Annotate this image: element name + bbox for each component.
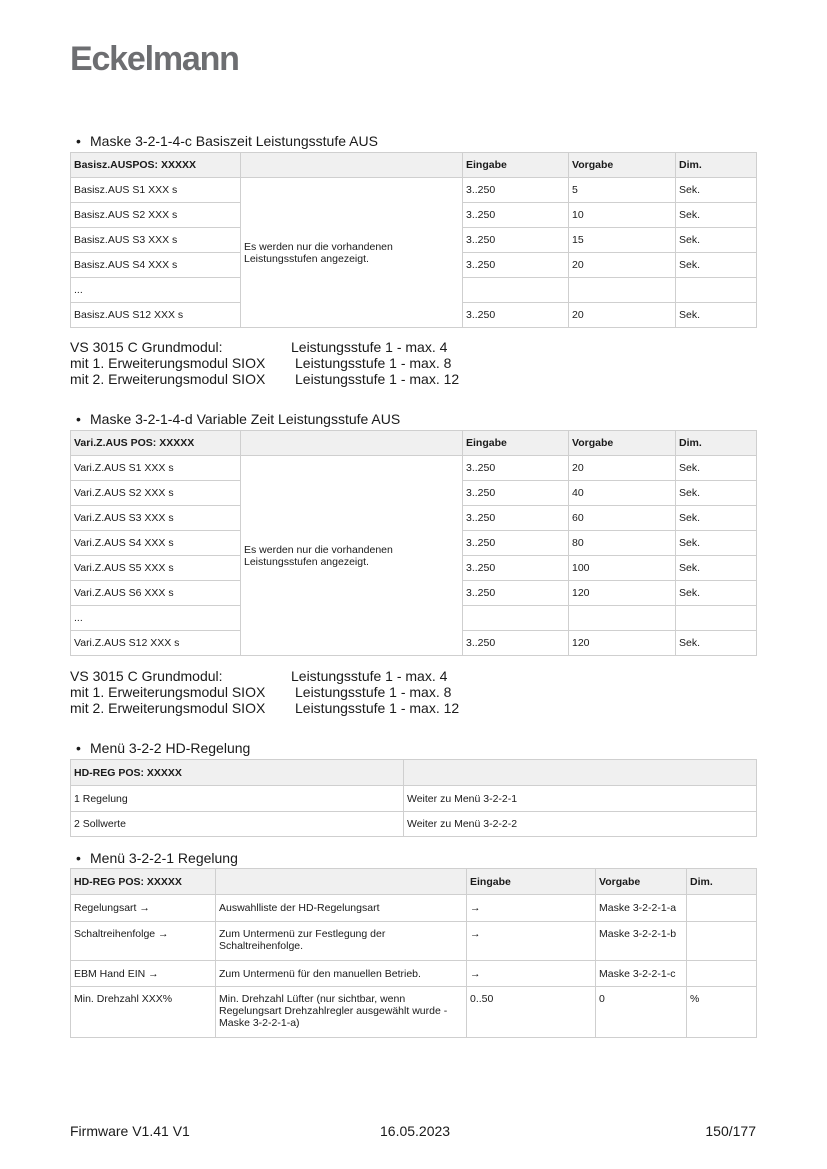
description-cell: Min. Drehzahl Lüfter (nur sichtbar, wenn Regelungsart Drehzahlregler ausgewählt wurde - Maske 3-2-2-1-a) [216,987,467,1038]
input-cell: 3..250 [463,178,569,203]
default-cell: 20 [569,456,676,481]
table-row [71,178,757,203]
input-cell: 3..250 [463,253,569,278]
module-label: VS 3015 C Grundmodul: [70,339,223,355]
unit-cell: Sek. [676,456,757,481]
module-label: mit 1. Erweiterungsmodul SIOX [70,355,266,371]
header-cell: Vorgabe [569,431,676,456]
default-cell: 120 [569,631,676,656]
unit-cell: Sek. [676,178,757,203]
table-row [71,922,757,961]
param-cell: Min. Drehzahl XXX% [71,987,216,1038]
param-cell: Vari.Z.AUS S1 XXX s [71,456,241,481]
unit-cell: Sek. [676,556,757,581]
table-row [71,895,757,922]
section-heading-text: Maske 3-2-1-4-d Variable Zeit Leistungsstufe AUS [90,411,401,427]
param-cell: Vari.Z.AUS S4 XXX s [71,531,241,556]
default-cell: 15 [569,228,676,253]
table-basiszeit [70,152,757,328]
default-cell: 20 [569,303,676,328]
default-cell [569,278,676,303]
unit-cell: % [687,987,757,1038]
input-cell: 3..250 [463,481,569,506]
unit-cell [687,922,757,961]
header-cell: Dim. [676,153,757,178]
table-header-row [71,431,757,456]
table-header-row [71,760,757,786]
default-cell: 10 [569,203,676,228]
default-cell: Maske 3-2-2-1-c [596,961,687,987]
module-value: Leistungsstufe 1 - max. 12 [295,371,460,387]
input-cell: 3..250 [463,506,569,531]
input-cell: 3..250 [463,203,569,228]
table-hd-regelung [70,759,757,837]
param-cell: Basisz.AUS S3 XXX s [71,228,241,253]
default-cell: 60 [569,506,676,531]
param-cell: Basisz.AUS S4 XXX s [71,253,241,278]
unit-cell [676,278,757,303]
table-row [71,812,757,837]
header-cell: Vorgabe [569,153,676,178]
unit-cell: Sek. [676,253,757,278]
note-cell: Es werden nur die vorhandenen Leistungsstufen angezeigt. [241,178,463,328]
module-value: Leistungsstufe 1 - max. 4 [291,339,448,355]
menu-link-cell[interactable]: Weiter zu Menü 3-2-2-2 [404,812,757,837]
default-cell: 5 [569,178,676,203]
section-heading-variable-zeit: • Maske 3-2-1-4-d Variable Zeit Leistungsstufe AUS [76,411,401,427]
param-cell[interactable]: Regelungsart → [71,895,216,922]
param-cell[interactable]: Schaltreihenfolge → [71,922,216,961]
section-heading-text: Menü 3-2-2-1 Regelung [90,850,238,866]
input-cell [463,278,569,303]
input-cell: 3..250 [463,631,569,656]
brand-logo: Eckelmann [70,40,239,78]
unit-cell: Sek. [676,203,757,228]
menu-item-cell[interactable]: 1 Regelung [71,786,404,812]
footer-firmware: Firmware V1.41 V1 [70,1123,190,1139]
header-cell [404,760,757,786]
unit-cell [687,895,757,922]
unit-cell: Sek. [676,581,757,606]
header-cell: Basisz.AUSPOS: XXXXX [71,153,241,178]
table-row [71,961,757,987]
section-heading-text: Menü 3-2-2 HD-Regelung [90,740,251,756]
default-cell: 100 [569,556,676,581]
param-cell: Basisz.AUS S1 XXX s [71,178,241,203]
header-cell: Eingabe [463,431,569,456]
description-cell: Zum Untermenü für den manuellen Betrieb. [216,961,467,987]
header-cell [216,869,467,895]
input-cell: 3..250 [463,556,569,581]
input-cell: 3..250 [463,581,569,606]
header-cell: HD-REG POS: XXXXX [71,869,216,895]
input-cell: → [467,961,596,987]
unit-cell: Sek. [676,631,757,656]
default-cell: 0 [596,987,687,1038]
unit-cell [687,961,757,987]
input-cell: 3..250 [463,531,569,556]
header-cell: HD-REG POS: XXXXX [71,760,404,786]
footer-page-number: 150/177 [705,1123,756,1139]
module-label: VS 3015 C Grundmodul: [70,668,223,684]
menu-link-cell[interactable]: Weiter zu Menü 3-2-2-1 [404,786,757,812]
description-cell: Zum Untermenü zur Festlegung der Schaltreihenfolge. [216,922,467,961]
input-cell [463,606,569,631]
input-cell: → [467,895,596,922]
header-cell: Eingabe [467,869,596,895]
menu-item-cell[interactable]: 2 Sollwerte [71,812,404,837]
header-cell [241,431,463,456]
param-cell: Vari.Z.AUS S6 XXX s [71,581,241,606]
input-cell: 3..250 [463,228,569,253]
default-cell: 80 [569,531,676,556]
param-cell: Vari.Z.AUS S2 XXX s [71,481,241,506]
table-row [71,786,757,812]
input-cell: 3..250 [463,456,569,481]
footer-date: 16.05.2023 [380,1123,451,1139]
unit-cell [676,606,757,631]
table-header-row [71,869,757,895]
note-cell: Es werden nur die vorhandenen Leistungsstufen angezeigt. [241,456,463,656]
param-cell: Basisz.AUS S12 XXX s [71,303,241,328]
param-cell[interactable]: EBM Hand EIN → [71,961,216,987]
section-heading-hd-regelung: • Menü 3-2-2 HD-Regelung [76,740,251,756]
input-cell: 3..250 [463,303,569,328]
table-variable-zeit [70,430,757,656]
param-cell: ... [71,278,241,303]
default-cell: 20 [569,253,676,278]
param-cell: Vari.Z.AUS S3 XXX s [71,506,241,531]
param-cell: Vari.Z.AUS S12 XXX s [71,631,241,656]
param-cell: Vari.Z.AUS S5 XXX s [71,556,241,581]
table-regelung [70,868,757,1038]
header-cell [241,153,463,178]
header-cell: Dim. [676,431,757,456]
param-cell: ... [71,606,241,631]
unit-cell: Sek. [676,303,757,328]
section-heading-basiszeit: • Maske 3-2-1-4-c Basiszeit Leistungsstufe AUS [76,133,378,149]
module-value: Leistungsstufe 1 - max. 4 [291,668,448,684]
module-value: Leistungsstufe 1 - max. 8 [295,684,452,700]
header-cell: Vari.Z.AUS POS: XXXXX [71,431,241,456]
section-heading-text: Maske 3-2-1-4-c Basiszeit Leistungsstufe AUS [90,133,378,149]
module-value: Leistungsstufe 1 - max. 8 [295,355,452,371]
description-cell: Auswahlliste der HD-Regelungsart [216,895,467,922]
header-cell: Eingabe [463,153,569,178]
param-cell: Basisz.AUS S2 XXX s [71,203,241,228]
header-cell: Dim. [687,869,757,895]
module-label: mit 2. Erweiterungsmodul SIOX [70,700,266,716]
module-label: mit 1. Erweiterungsmodul SIOX [70,684,266,700]
default-cell: 120 [569,581,676,606]
table-header-row [71,153,757,178]
default-cell: 40 [569,481,676,506]
default-cell [569,606,676,631]
input-cell: → [467,922,596,961]
default-cell: Maske 3-2-2-1-b [596,922,687,961]
module-label: mit 2. Erweiterungsmodul SIOX [70,371,266,387]
unit-cell: Sek. [676,506,757,531]
module-value: Leistungsstufe 1 - max. 12 [295,700,460,716]
table-row [71,456,757,481]
default-cell: Maske 3-2-2-1-a [596,895,687,922]
section-heading-regelung: • Menü 3-2-2-1 Regelung [76,850,238,866]
unit-cell: Sek. [676,481,757,506]
unit-cell: Sek. [676,228,757,253]
unit-cell: Sek. [676,531,757,556]
input-cell: 0..50 [467,987,596,1038]
table-row [71,987,757,1038]
header-cell: Vorgabe [596,869,687,895]
